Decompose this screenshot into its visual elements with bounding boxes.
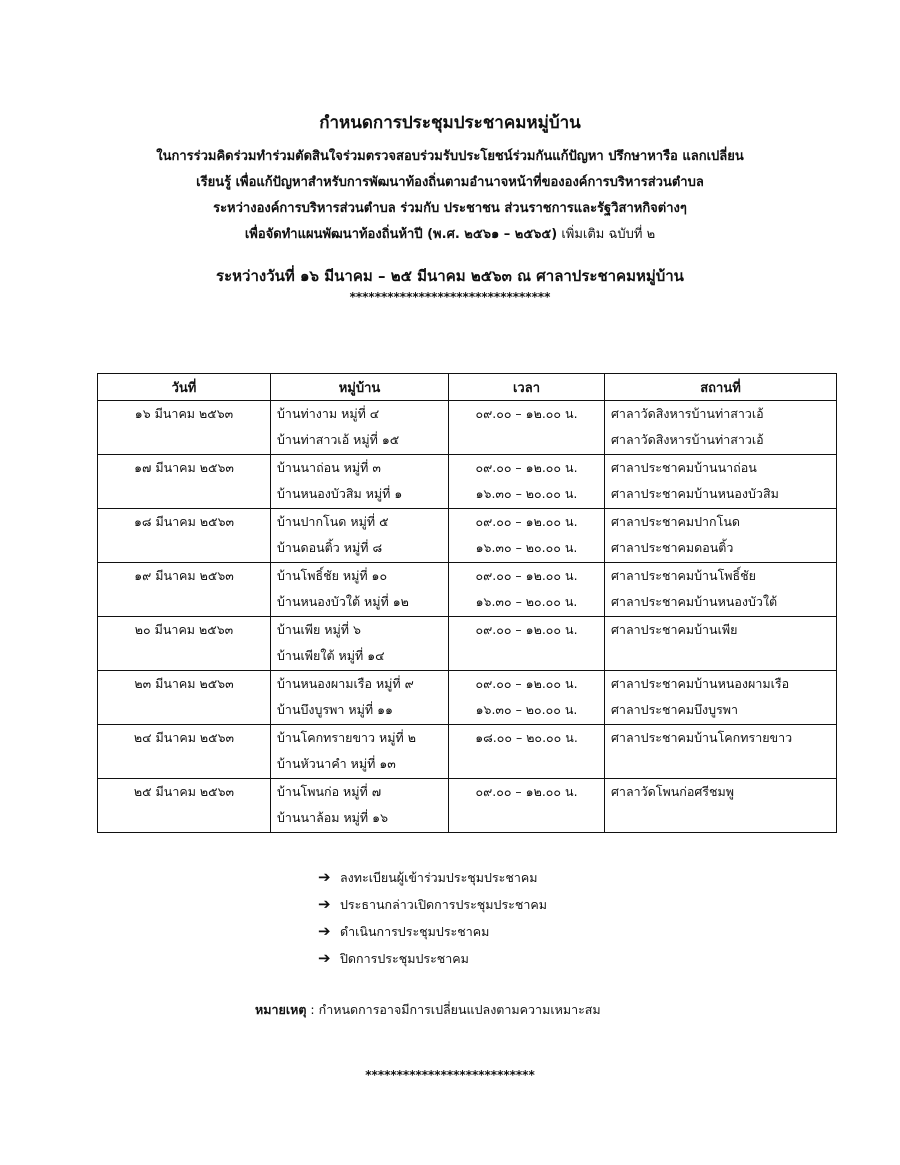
time-line: ๐๙.๐๐ – ๑๒.๐๐ น. <box>475 784 578 799</box>
meeting-period: ระหว่างวันที่ ๑๖ มีนาคม – ๒๕ มีนาคม ๒๕๖๓ ณ ศาลาประชาคมหมู่บ้าน <box>216 267 684 285</box>
village-line: บ้านท่าสาวเอ้ หมู่ที่ ๑๕ <box>277 432 400 447</box>
village-line: บ้านเพียใต้ หมู่ที่ ๑๔ <box>277 648 385 663</box>
cell-time <box>449 563 605 617</box>
cell-time <box>449 509 605 563</box>
village-line: บ้านปากโนด หมู่ที่ ๕ <box>277 514 389 529</box>
arrow-right-icon: ➔ <box>318 949 331 967</box>
place-line <box>611 643 830 669</box>
date-text: ๑๙ มีนาคม ๒๕๖๓ <box>134 568 234 583</box>
cell-village <box>271 671 449 725</box>
time-line: ๐๙.๐๐ – ๑๒.๐๐ น. <box>475 406 578 421</box>
place-line: ศาลาประชาคมปากโนด <box>611 514 740 529</box>
place-line: ศาลาประชาคมบ้านหนองผามเรือ <box>611 676 790 691</box>
header-place: สถานที่ <box>605 374 837 401</box>
time-line: ๐๙.๐๐ – ๑๒.๐๐ น. <box>475 514 578 529</box>
place-line: ศาลาประชาคมบ้านนาถ่อน <box>611 460 757 475</box>
header-date: วันที่ <box>98 374 271 401</box>
cell-time <box>449 455 605 509</box>
table-row <box>98 671 837 725</box>
footer-separator-stars: *************************** <box>365 1068 535 1082</box>
arrow-right-icon: ➔ <box>318 895 331 913</box>
date-text: ๒๕ มีนาคม ๒๕๖๓ <box>133 784 235 799</box>
agenda-step <box>318 891 547 918</box>
cell-village <box>271 779 449 833</box>
place-line: ศาลาประชาคมดอนติ้ว <box>611 540 734 555</box>
date-text: ๑๗ มีนาคม ๒๕๖๓ <box>134 460 234 475</box>
subtitle-line-4 <box>40 224 860 245</box>
remark <box>255 1000 601 1020</box>
cell-date <box>98 455 271 509</box>
schedule-table <box>97 373 837 833</box>
cell-time <box>449 725 605 779</box>
cell-time <box>449 779 605 833</box>
time-line: ๑๖.๓๐ – ๒๐.๐๐ น. <box>475 594 578 609</box>
cell-village <box>271 563 449 617</box>
cell-place <box>605 509 837 563</box>
village-line: บ้านหนองบัวใต้ หมู่ที่ ๑๒ <box>277 594 409 609</box>
agenda-step <box>318 864 547 891</box>
table-row <box>98 725 837 779</box>
place-line: ศาลาประชาคมบึงบูรพา <box>611 702 739 717</box>
time-line <box>455 427 598 453</box>
place-line: ศาลาประชาคมบ้านโพธิ์ชัย <box>611 568 756 583</box>
time-line: ๑๖.๓๐ – ๒๐.๐๐ น. <box>475 702 578 717</box>
table-row <box>98 509 837 563</box>
agenda-step-text: ประธานกล่าวเปิดการประชุมประชาคม <box>340 897 548 912</box>
agenda-step-text: ปิดการประชุมประชาคม <box>340 951 469 966</box>
cell-village <box>271 455 449 509</box>
place-line <box>611 805 830 831</box>
village-line: บ้านนาถ่อน หมู่ที่ ๓ <box>277 460 381 475</box>
table-header-row <box>98 374 837 401</box>
time-line: ๑๖.๓๐ – ๒๐.๐๐ น. <box>475 486 578 501</box>
place-line: ศาลาประชาคมบ้านหนองบัวใต้ <box>611 594 778 609</box>
cell-place <box>605 401 837 455</box>
cell-place <box>605 779 837 833</box>
village-line: บ้านนาล้อม หมู่ที่ ๑๖ <box>277 810 389 825</box>
agenda-step <box>318 945 547 972</box>
table-row <box>98 617 837 671</box>
time-line: ๐๙.๐๐ – ๑๒.๐๐ น. <box>475 676 578 691</box>
cell-place <box>605 725 837 779</box>
time-line <box>455 643 598 669</box>
place-line <box>611 751 830 777</box>
arrow-right-icon: ➔ <box>318 868 331 886</box>
table-row <box>98 455 837 509</box>
place-line: ศาลาประชาคมบ้านโคกทรายขาว <box>611 730 793 745</box>
date-text: ๒๓ มีนาคม ๒๕๖๓ <box>134 676 234 691</box>
place-line: ศาลาประชาคมบ้านเพีย <box>611 622 738 637</box>
agenda-step-text: ดำเนินการประชุมประชาคม <box>340 924 490 939</box>
table-row <box>98 779 837 833</box>
time-line <box>455 751 598 777</box>
cell-date <box>98 509 271 563</box>
arrow-right-icon: ➔ <box>318 922 331 940</box>
agenda-step <box>318 918 547 945</box>
date-text: ๒๔ มีนาคม ๒๕๖๓ <box>133 730 235 745</box>
cell-time <box>449 671 605 725</box>
header-time: เวลา <box>449 374 605 401</box>
time-line: ๐๙.๐๐ – ๑๒.๐๐ น. <box>475 460 578 475</box>
document-title: กำหนดการประชุมประชาคมหมู่บ้าน <box>319 113 581 133</box>
cell-date <box>98 563 271 617</box>
village-line: บ้านบึงบูรพา หมู่ที่ ๑๑ <box>277 702 393 717</box>
subtitle-line-2: เรียนรู้ เพื่อแก้ปัญหาสำหรับการพัฒนาท้องถิ่นตามอำนาจหน้าที่ขององค์การบริหารส่วนตำบล <box>196 175 704 190</box>
cell-village <box>271 509 449 563</box>
subtitle-line-3: ระหว่างองค์การบริหารส่วนตำบล ร่วมกับ ประชาชน ส่วนราชการและรัฐวิสาหกิจต่างๆ <box>213 201 687 216</box>
remark-text: กำหนดการอาจมีการเปลี่ยนแปลงตามความเหมาะสม <box>318 1002 601 1017</box>
village-line: บ้านหัวนาคำ หมู่ที่ ๑๓ <box>277 756 396 771</box>
time-line <box>455 805 598 831</box>
cell-village <box>271 401 449 455</box>
subtitle-line-4-main: เพื่อจัดทำแผนพัฒนาท้องถิ่นห้าปี (พ.ศ. ๒๕๖๑ – ๒๕๖๕) <box>244 227 558 242</box>
cell-date <box>98 779 271 833</box>
cell-village <box>271 725 449 779</box>
village-line: บ้านโพธิ์ชัย หมู่ที่ ๑๐ <box>277 568 388 583</box>
cell-place <box>605 563 837 617</box>
village-line: บ้านท่างาม หมู่ที่ ๔ <box>277 406 380 421</box>
time-line: ๑๖.๓๐ – ๒๐.๐๐ น. <box>475 540 578 555</box>
cell-place <box>605 455 837 509</box>
cell-date <box>98 725 271 779</box>
agenda-step-text: ลงทะเบียนผู้เข้าร่วมประชุมประชาคม <box>340 870 538 885</box>
village-line: บ้านโคกทรายขาว หมู่ที่ ๒ <box>277 730 416 745</box>
table-row <box>98 401 837 455</box>
cell-time <box>449 617 605 671</box>
cell-date <box>98 401 271 455</box>
time-line: ๐๙.๐๐ – ๑๒.๐๐ น. <box>475 568 578 583</box>
schedule-body <box>98 401 837 833</box>
cell-village <box>271 617 449 671</box>
place-line: ศาลาประชาคมบ้านหนองบัวสิม <box>611 486 779 501</box>
place-line: ศาลาวัดสิงหารบ้านท่าสาวเอ้ <box>611 406 764 421</box>
agenda-steps <box>318 864 547 972</box>
header-separator-stars: ******************************** <box>349 290 551 304</box>
date-text: ๑๘ มีนาคม ๒๕๖๓ <box>133 514 235 529</box>
place-line: ศาลาวัดโพนก่อศรีชมพู <box>611 784 734 799</box>
remark-separator: : <box>306 1002 319 1017</box>
date-text: ๒๐ มีนาคม ๒๕๖๓ <box>134 622 234 637</box>
village-line: บ้านดอนติ้ว หมู่ที่ ๘ <box>277 540 383 555</box>
cell-place <box>605 671 837 725</box>
cell-date <box>98 617 271 671</box>
table-row <box>98 563 837 617</box>
place-line: ศาลาวัดสิงหารบ้านท่าสาวเอ้ <box>611 432 764 447</box>
cell-date <box>98 671 271 725</box>
subtitle-line-4-suffix: เพิ่มเติม ฉบับที่ ๒ <box>557 227 656 242</box>
village-line: บ้านหนองบัวสิม หมู่ที่ ๑ <box>277 486 403 501</box>
village-line: บ้านโพนก่อ หมู่ที่ ๗ <box>277 784 382 799</box>
time-line: ๐๙.๐๐ – ๑๒.๐๐ น. <box>475 622 578 637</box>
time-line: ๑๘.๐๐ – ๒๐.๐๐ น. <box>475 730 578 745</box>
village-line: บ้านหนองผามเรือ หมู่ที่ ๙ <box>277 676 414 691</box>
date-text: ๑๖ มีนาคม ๒๕๖๓ <box>134 406 234 421</box>
subtitle-line-1: ในการร่วมคิดร่วมทำร่วมตัดสินใจร่วมตรวจสอบร่วมรับประโยชน์ร่วมกันแก้ปัญหา ปรึกษาหารือ แลกเปลี่ยน <box>156 149 744 164</box>
village-line: บ้านเพีย หมู่ที่ ๖ <box>277 622 361 637</box>
cell-time <box>449 401 605 455</box>
cell-place <box>605 617 837 671</box>
remark-label: หมายเหตุ <box>255 1002 307 1017</box>
header-village: หมู่บ้าน <box>271 374 449 401</box>
